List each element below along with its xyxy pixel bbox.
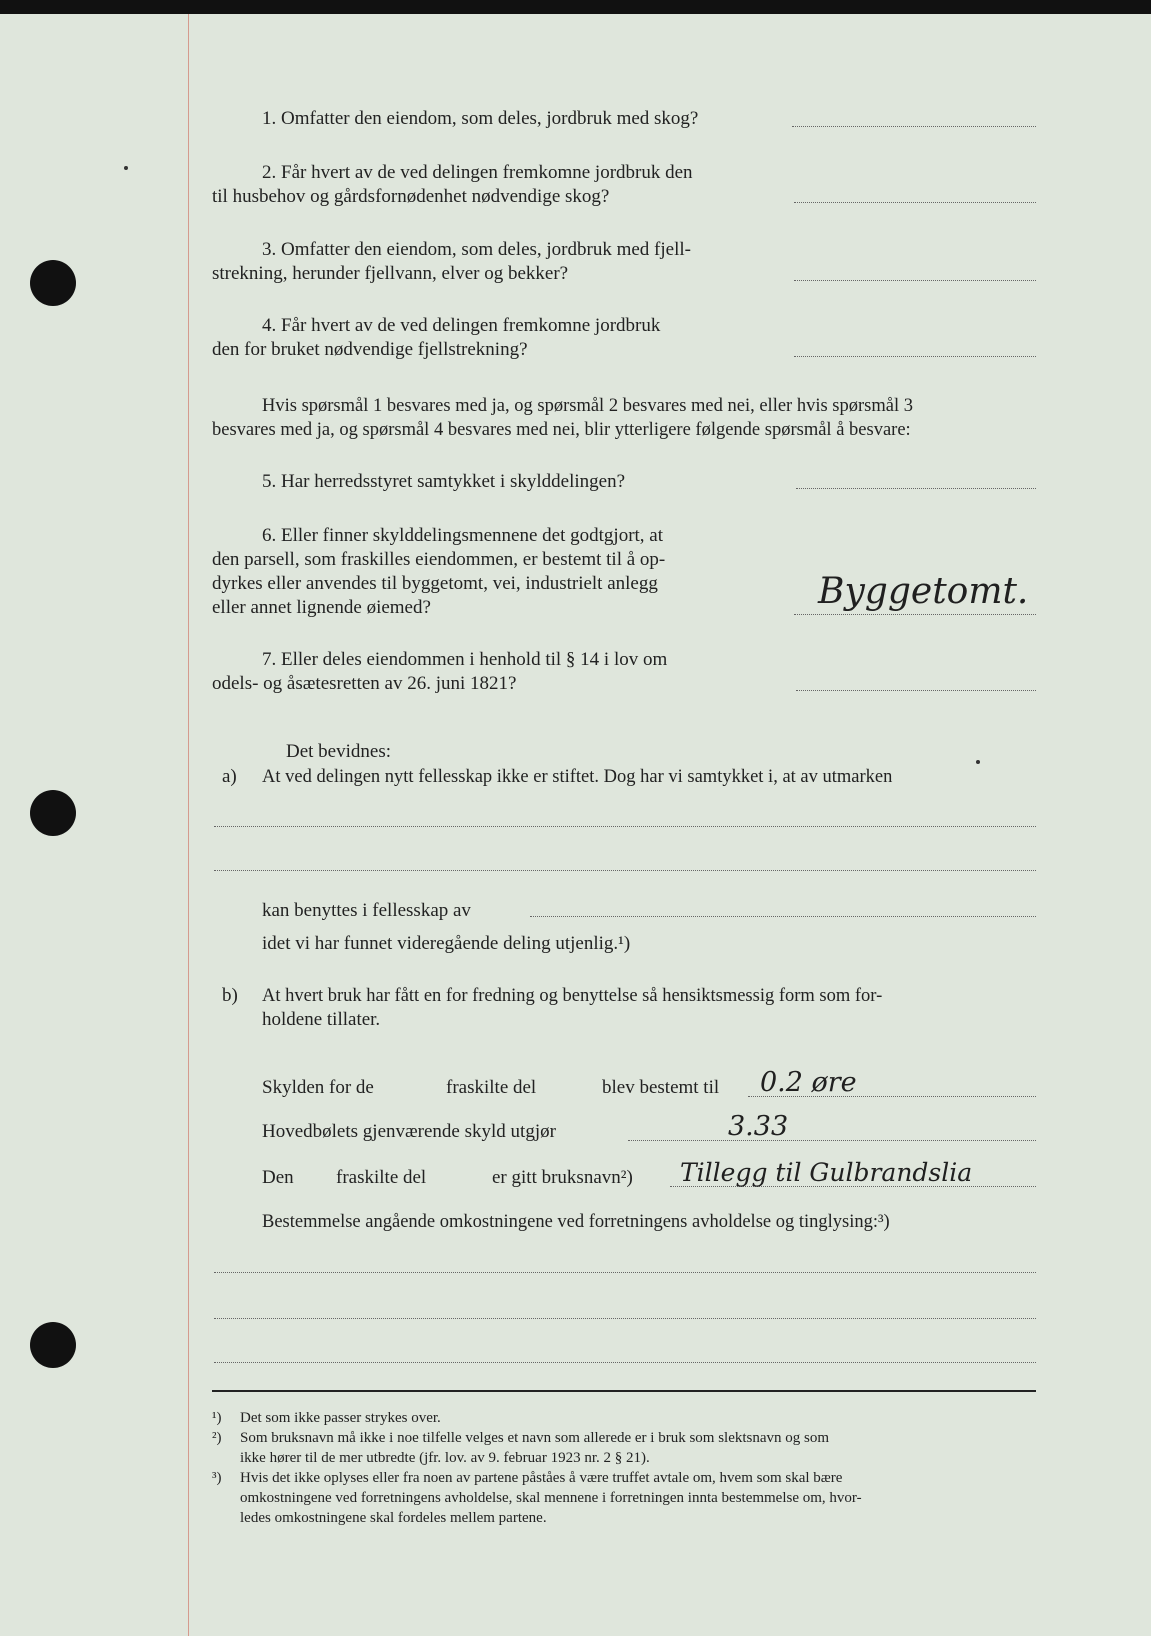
item-a-ending: idet vi har funnet videregående deling utjenlig.¹) <box>262 933 631 954</box>
question-3-line-1: 3. Omfatter den eiendom, som deles, jordbruk med fjell- <box>262 239 691 260</box>
bruksnavn-prefix: Den <box>262 1167 294 1188</box>
answer-line-6[interactable] <box>794 614 1036 615</box>
question-7-line-2: odels- og åsætesretten av 26. juni 1821? <box>212 673 517 694</box>
item-a-shared-use: kan benyttes i fellesskap av <box>262 900 471 921</box>
item-b-line-2: holdene tillater. <box>262 1009 381 1030</box>
skyld-label-2: fraskilte del <box>446 1077 537 1098</box>
item-b-line-1: At hvert bruk har fått en for fredning og benyttelse så hensiktsmessig form som for- <box>262 986 883 1006</box>
hovedbol-value-line[interactable] <box>628 1140 1036 1141</box>
fill-line[interactable] <box>214 870 1036 871</box>
fill-line[interactable] <box>214 1272 1036 1273</box>
question-4-line-1: 4. Får hvert av de ved delingen fremkomne jordbruk <box>262 315 661 336</box>
answer-line-3[interactable] <box>794 280 1036 281</box>
footnote-3-line-2: omkostningene ved forretningens avholdelse, skal mennene i forretningen innta bestemmelse om, hvor- <box>240 1490 862 1506</box>
footnote-3-line-1: Hvis det ikke oplyses eller fra noen av partene påståes å være truffet avtale om, hvem som skal bære <box>240 1470 843 1486</box>
answer-line-5[interactable] <box>796 488 1036 489</box>
hovedbol-value: 3.33 <box>728 1111 789 1142</box>
punch-hole-icon <box>30 260 76 306</box>
question-6-line-4: eller annet lignende øiemed? <box>212 597 431 618</box>
question-3-line-2: strekning, herunder fjellvann, elver og bekker? <box>212 263 569 284</box>
footnote-1: Det som ikke passer strykes over. <box>240 1410 441 1426</box>
footnote-separator <box>212 1390 1036 1392</box>
ink-speck <box>976 760 980 764</box>
fill-line[interactable] <box>214 1318 1036 1319</box>
answer-line-1[interactable] <box>792 126 1036 127</box>
fill-line[interactable] <box>530 916 1036 917</box>
punch-hole-icon <box>30 1322 76 1368</box>
answer-line-7[interactable] <box>796 690 1036 691</box>
question-7-line-1: 7. Eller deles eiendommen i henhold til § 14 i lov om <box>262 649 668 670</box>
question-2-line-1: 2. Får hvert av de ved delingen fremkomne jordbruk den <box>262 162 693 183</box>
question-4-line-2: den for bruket nødvendige fjellstrekning? <box>212 339 528 360</box>
answer-line-2[interactable] <box>794 202 1036 203</box>
footnote-3-mark: ³) <box>212 1470 222 1486</box>
certification-heading: Det bevidnes: <box>286 741 392 762</box>
skyld-label-3: blev bestemt til <box>602 1077 720 1098</box>
question-6-line-2: den parsell, som fraskilles eiendommen, er bestemt til å op- <box>212 549 666 570</box>
question-6-answer: Byggetomt. <box>818 571 1029 612</box>
punch-hole-icon <box>30 790 76 836</box>
footnote-1-mark: ¹) <box>212 1410 222 1426</box>
bruksnavn-value: Tillegg til Gulbrandslia <box>680 1158 973 1187</box>
question-5: 5. Har herredsstyret samtykket i skylddelingen? <box>262 471 626 492</box>
item-a-label: a) <box>222 766 237 787</box>
bruksnavn-mid: fraskilte del <box>336 1167 427 1188</box>
bruksnavn-label: er gitt bruksnavn²) <box>492 1167 633 1188</box>
item-a-text: At ved delingen nytt fellesskap ikke er stiftet. Dog har vi samtykket i, at av utmarken <box>262 767 893 787</box>
conditional-intro-line-1: Hvis spørsmål 1 besvares med ja, og spørsmål 2 besvares med nei, eller hvis spørsmål 3 <box>262 396 913 416</box>
question-2-line-2: til husbehov og gårdsfornødenhet nødvendige skog? <box>212 186 610 207</box>
scan-top-edge <box>0 0 1151 14</box>
hovedbol-label: Hovedbølets gjenværende skyld utgjør <box>262 1121 556 1142</box>
omkostninger-label: Bestemmelse angående omkostningene ved forretningens avholdelse og tinglysing:³) <box>262 1212 890 1232</box>
footnote-2-line-2: ikke hører til de mer utbredte (jfr. lov. av 9. februar 1923 nr. 2 § 21). <box>240 1450 650 1466</box>
skyld-value: 0.2 øre <box>760 1067 857 1098</box>
question-6-line-1: 6. Eller finner skylddelingsmennene det godtgjort, at <box>262 525 664 546</box>
ink-speck <box>124 166 128 170</box>
footnote-3-line-3: ledes omkostningene skal fordeles mellem partene. <box>240 1510 547 1526</box>
question-6-line-3: dyrkes eller anvendes til byggetomt, vei, industrielt anlegg <box>212 573 658 594</box>
question-1: 1. Omfatter den eiendom, som deles, jordbruk med skog? <box>262 108 699 129</box>
footnote-2-mark: ²) <box>212 1430 222 1446</box>
conditional-intro-line-2: besvares med ja, og spørsmål 4 besvares med nei, blir ytterligere følgende spørsmål å besvare: <box>212 420 911 440</box>
fill-line[interactable] <box>214 826 1036 827</box>
margin-rule <box>188 14 189 1636</box>
footnote-2-line-1: Som bruksnavn må ikke i noe tilfelle velges et navn som allerede er i bruk som slektsnavn og som <box>240 1430 830 1446</box>
item-b-label: b) <box>222 985 238 1006</box>
fill-line[interactable] <box>214 1362 1036 1363</box>
answer-line-4[interactable] <box>794 356 1036 357</box>
skyld-label-1: Skylden for de <box>262 1077 374 1098</box>
